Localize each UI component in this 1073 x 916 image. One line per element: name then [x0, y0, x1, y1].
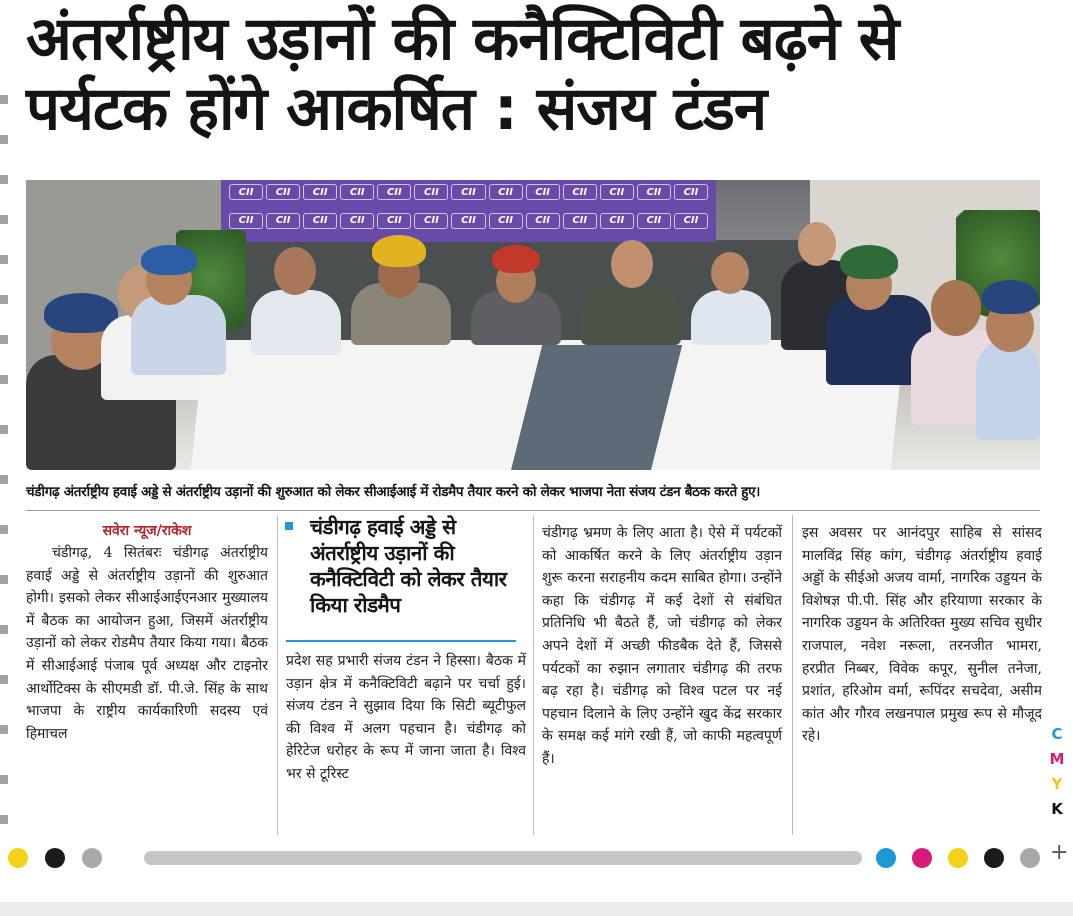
cmyk-y: Y — [1051, 775, 1063, 793]
article-text: प्रदेश सह प्रभारी संजय टंडन ने हिस्सा। बैठक में उड़ान क्षेत्र में कनैक्टिविटी बढ़ाने पर चर्चा हुई। संजय टंडन ने सुझाव दिया कि सिटी ब्यूटीफुल की विश्व में अलग पहचान है। चंडीगढ़ को हेरिटेज धरोहर के रूप में जाना जाता है। विश्व भर से टूरिस्ट — [286, 653, 526, 782]
person — [121, 245, 231, 375]
column-rule — [277, 515, 278, 835]
person — [346, 235, 456, 345]
registration-dot — [8, 848, 28, 868]
registration-dot — [912, 848, 932, 868]
article-column-1 — [26, 520, 268, 838]
column-rule — [533, 515, 534, 835]
kicker-headline: चंडीगढ़ हवाई अड्डे से अंतर्राष्ट्रीय उड़ानों की कनैक्टिविटी को लेकर तैयार किया रोडमैप — [310, 515, 507, 617]
registration-dot — [45, 848, 65, 868]
turban — [982, 280, 1038, 314]
article-text: इस अवसर पर आनंदपुर साहिब से सांसद मालविंद्र सिंह कांग, चंडीगढ़ अंतर्राष्ट्रीय हवाई अड्डों के सीईओ अजय वार्मा, नागरिक उड्डयन के विशेषज्ञ पी.पी. सिंह और हरियाणा सरकार के नागरिक उड्डयन के अतिरिक्त मुख्य सचिव सुधीर राजपाल, नवेश नरूला, तरनजीत भामरा, हरप्रीत निब्बर, विवेक कपूर, सुनील तनेजा, प्रशांत, हरिओम वर्मा, रूपिंदर सचदेवा, असीम कांत और गौरव लखनपाल प्रमुख रूप से मौजूद रहे। — [802, 525, 1042, 745]
byline: सवेरा न्यूज/राकेश — [102, 523, 192, 539]
registration-plus-icon: + — [1050, 840, 1069, 865]
cii-banner: CII CII CII CII CII CII CII CII CII CII CII CII CII CII CII CII CII CII CII CII CII CII CII CII CII CII — [221, 180, 716, 242]
cmyk-m: M — [1049, 750, 1065, 768]
article-column-2 — [286, 650, 526, 840]
cmyk-k: K — [1051, 800, 1063, 818]
person — [466, 245, 566, 345]
turban — [840, 245, 898, 279]
turban — [141, 245, 197, 275]
registration-dot — [82, 848, 102, 868]
turban — [372, 235, 426, 267]
turban — [492, 245, 540, 273]
kicker-rule — [286, 640, 516, 642]
photo-caption: चंडीगढ़ अंतर्राष्ट्रीय हवाई अड्डे से अंतर्राष्ट्रीय उड़ानों की शुरुआत को लेकर सीआईआई में रोडमैप तैयार करने को लेकर भाजपा नेता संजय टंडन बैठक करते हुए। — [26, 484, 761, 500]
article-column-3 — [542, 522, 782, 840]
registration-dot — [1020, 848, 1040, 868]
article-text: चंडीगढ़, 4 सितंबरः चंडीगढ़ अंतर्राष्ट्रीय हवाई अड्डे से अंतर्राष्ट्रीय उड़ानों की शुरुआत होगी। इसको लेकर सीआईआईएनआर मुख्यालय में बैठक का आयोजन हुआ, जिसमें अंतर्राष्ट्रीय उड़ानों को लेकर रोडमैप तैयार किया गया। बैठक में सीआईआई पंजाब पूर्व अध्यक्ष और टाइनोर आर्थोटिक्स के सीएमडी डॉ. पी.जे. सिंह के साथ भाजपा के राष्ट्रीय कार्यकारिणी सदस्य एवं हिमाचल — [26, 545, 268, 742]
person — [686, 250, 776, 345]
registration-grey-bar — [144, 851, 862, 865]
cmyk-marks — [1047, 722, 1067, 822]
adjacent-page-bleed — [0, 95, 12, 835]
article-text: चंडीगढ़ भ्रमण के लिए आता है। ऐसे में पर्यटकों को आकर्षित करने के लिए अंतर्राष्ट्रीय उड़ान शुरू करना सराहनीय कदम साबित होगा। उन्होंने कहा कि चंडीगढ़ में कई देशों से संबंधित प्रतिनिधि भी बैठते हैं, जो चंडीगढ़ को लेकर अपने देशों में अच्छी फीडबैक देते हैं, जिससे पर्यटकों का रुझान लगातार चंडीगढ़ की तरफ बढ़ रहा है। चंडीगढ़ को विश्व पटल पर नई पहचान दिलाने के लिए उन्होंने खुद केंद्र सरकार के समक्ष कई मांगे रखी हैं, जो काफी महत्वपूर्ण हैं। — [542, 525, 782, 767]
cmyk-c: C — [1051, 725, 1063, 743]
article-column-4 — [802, 522, 1042, 840]
page-bottom-band — [0, 902, 1073, 916]
headline: अंतर्राष्ट्रीय उड़ानों की कनैक्टिविटी बढ़ने से पर्यटक होंगे आकर्षित : संजय टंडन — [26, 4, 899, 144]
registration-dot — [984, 848, 1004, 868]
caption-rule — [26, 510, 1040, 511]
registration-dot — [948, 848, 968, 868]
column-rule — [792, 515, 793, 835]
person — [576, 235, 686, 345]
registration-dot — [876, 848, 896, 868]
meeting-photo — [26, 180, 1040, 470]
person — [976, 280, 1040, 440]
registration-bar — [0, 840, 1073, 872]
person — [246, 245, 346, 355]
